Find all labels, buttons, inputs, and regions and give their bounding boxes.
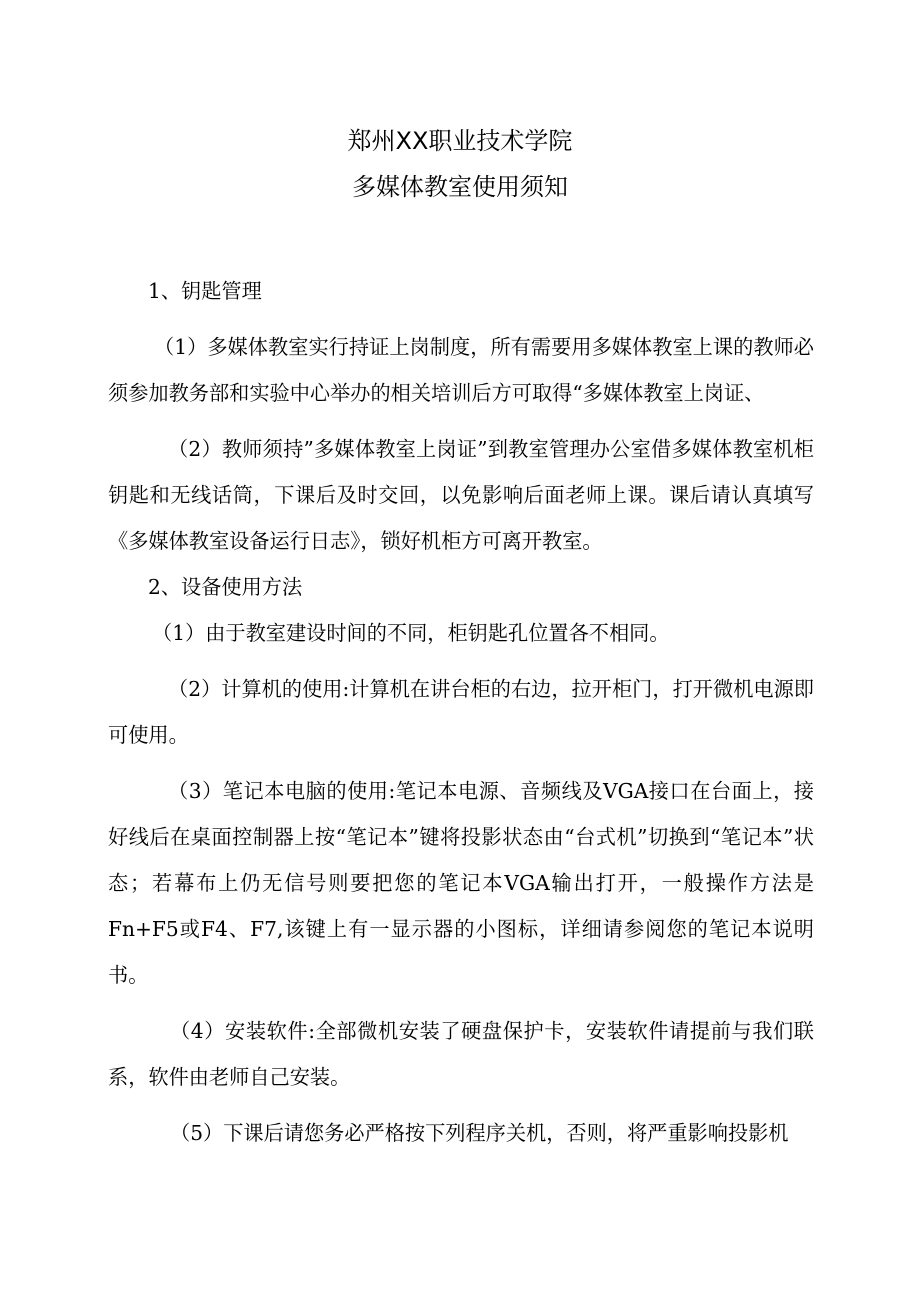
section-heading-equipment: 2、设备使用方法 bbox=[148, 575, 303, 599]
document-title: 多媒体教室使用须知 bbox=[352, 173, 568, 201]
paragraph-equipment-3: （3）笔记本电脑的使用:笔记本电源、音频线及VGA接口在台面上，接好线后在桌面控制器上按“笔记本”键将投影状态由“台式机”切换到“笔记本”状态；若幕布上仍无信号则要把您的笔记本VGA输出打开，一般操作方法是Fn+F5或F4、F7,该键上有一显示器的小图标，详细请参阅您的笔记本说明书。 bbox=[108, 779, 814, 987]
paragraph-keys-2: （2）教师须持”多媒体教室上岗证”到教室管理办公室借多媒体教室机柜钥匙和无线话筒，下课后及时交回，以免影响后面老师上课。课后请认真填写《多媒体教室设备运行日志》，锁好机柜方可离开教室。 bbox=[108, 437, 814, 553]
paragraph-equipment-5: （5）下课后请您务必严格按下列程序关机，否则，将严重影响投影机 bbox=[170, 1121, 789, 1145]
paragraph-equipment-4: （4）安装软件:全部微机安装了硬盘保护卡，安装软件请提前与我们联系，软件由老师自己安装。 bbox=[108, 1019, 814, 1089]
paragraph-equipment-1: （1）由于教室建设时间的不同，柜钥匙孔位置各不相同。 bbox=[152, 621, 670, 645]
paragraph-equipment-2: （2）计算机的使用:计算机在讲台柜的右边，拉开柜门，打开微机电源即可使用。 bbox=[108, 677, 814, 747]
document-body bbox=[108, 268, 814, 1156]
paragraph-keys-1: （1）多媒体教室实行持证上岗制度，所有需要用多媒体教室上课的教师必须参加教务部和实验中心举办的相关培训后方可取得“多媒体教室上岗证、 bbox=[108, 335, 814, 405]
section-heading-keys: 1、钥匙管理 bbox=[148, 279, 262, 303]
school-name: 郑州XX职业技术学院 bbox=[347, 127, 573, 155]
